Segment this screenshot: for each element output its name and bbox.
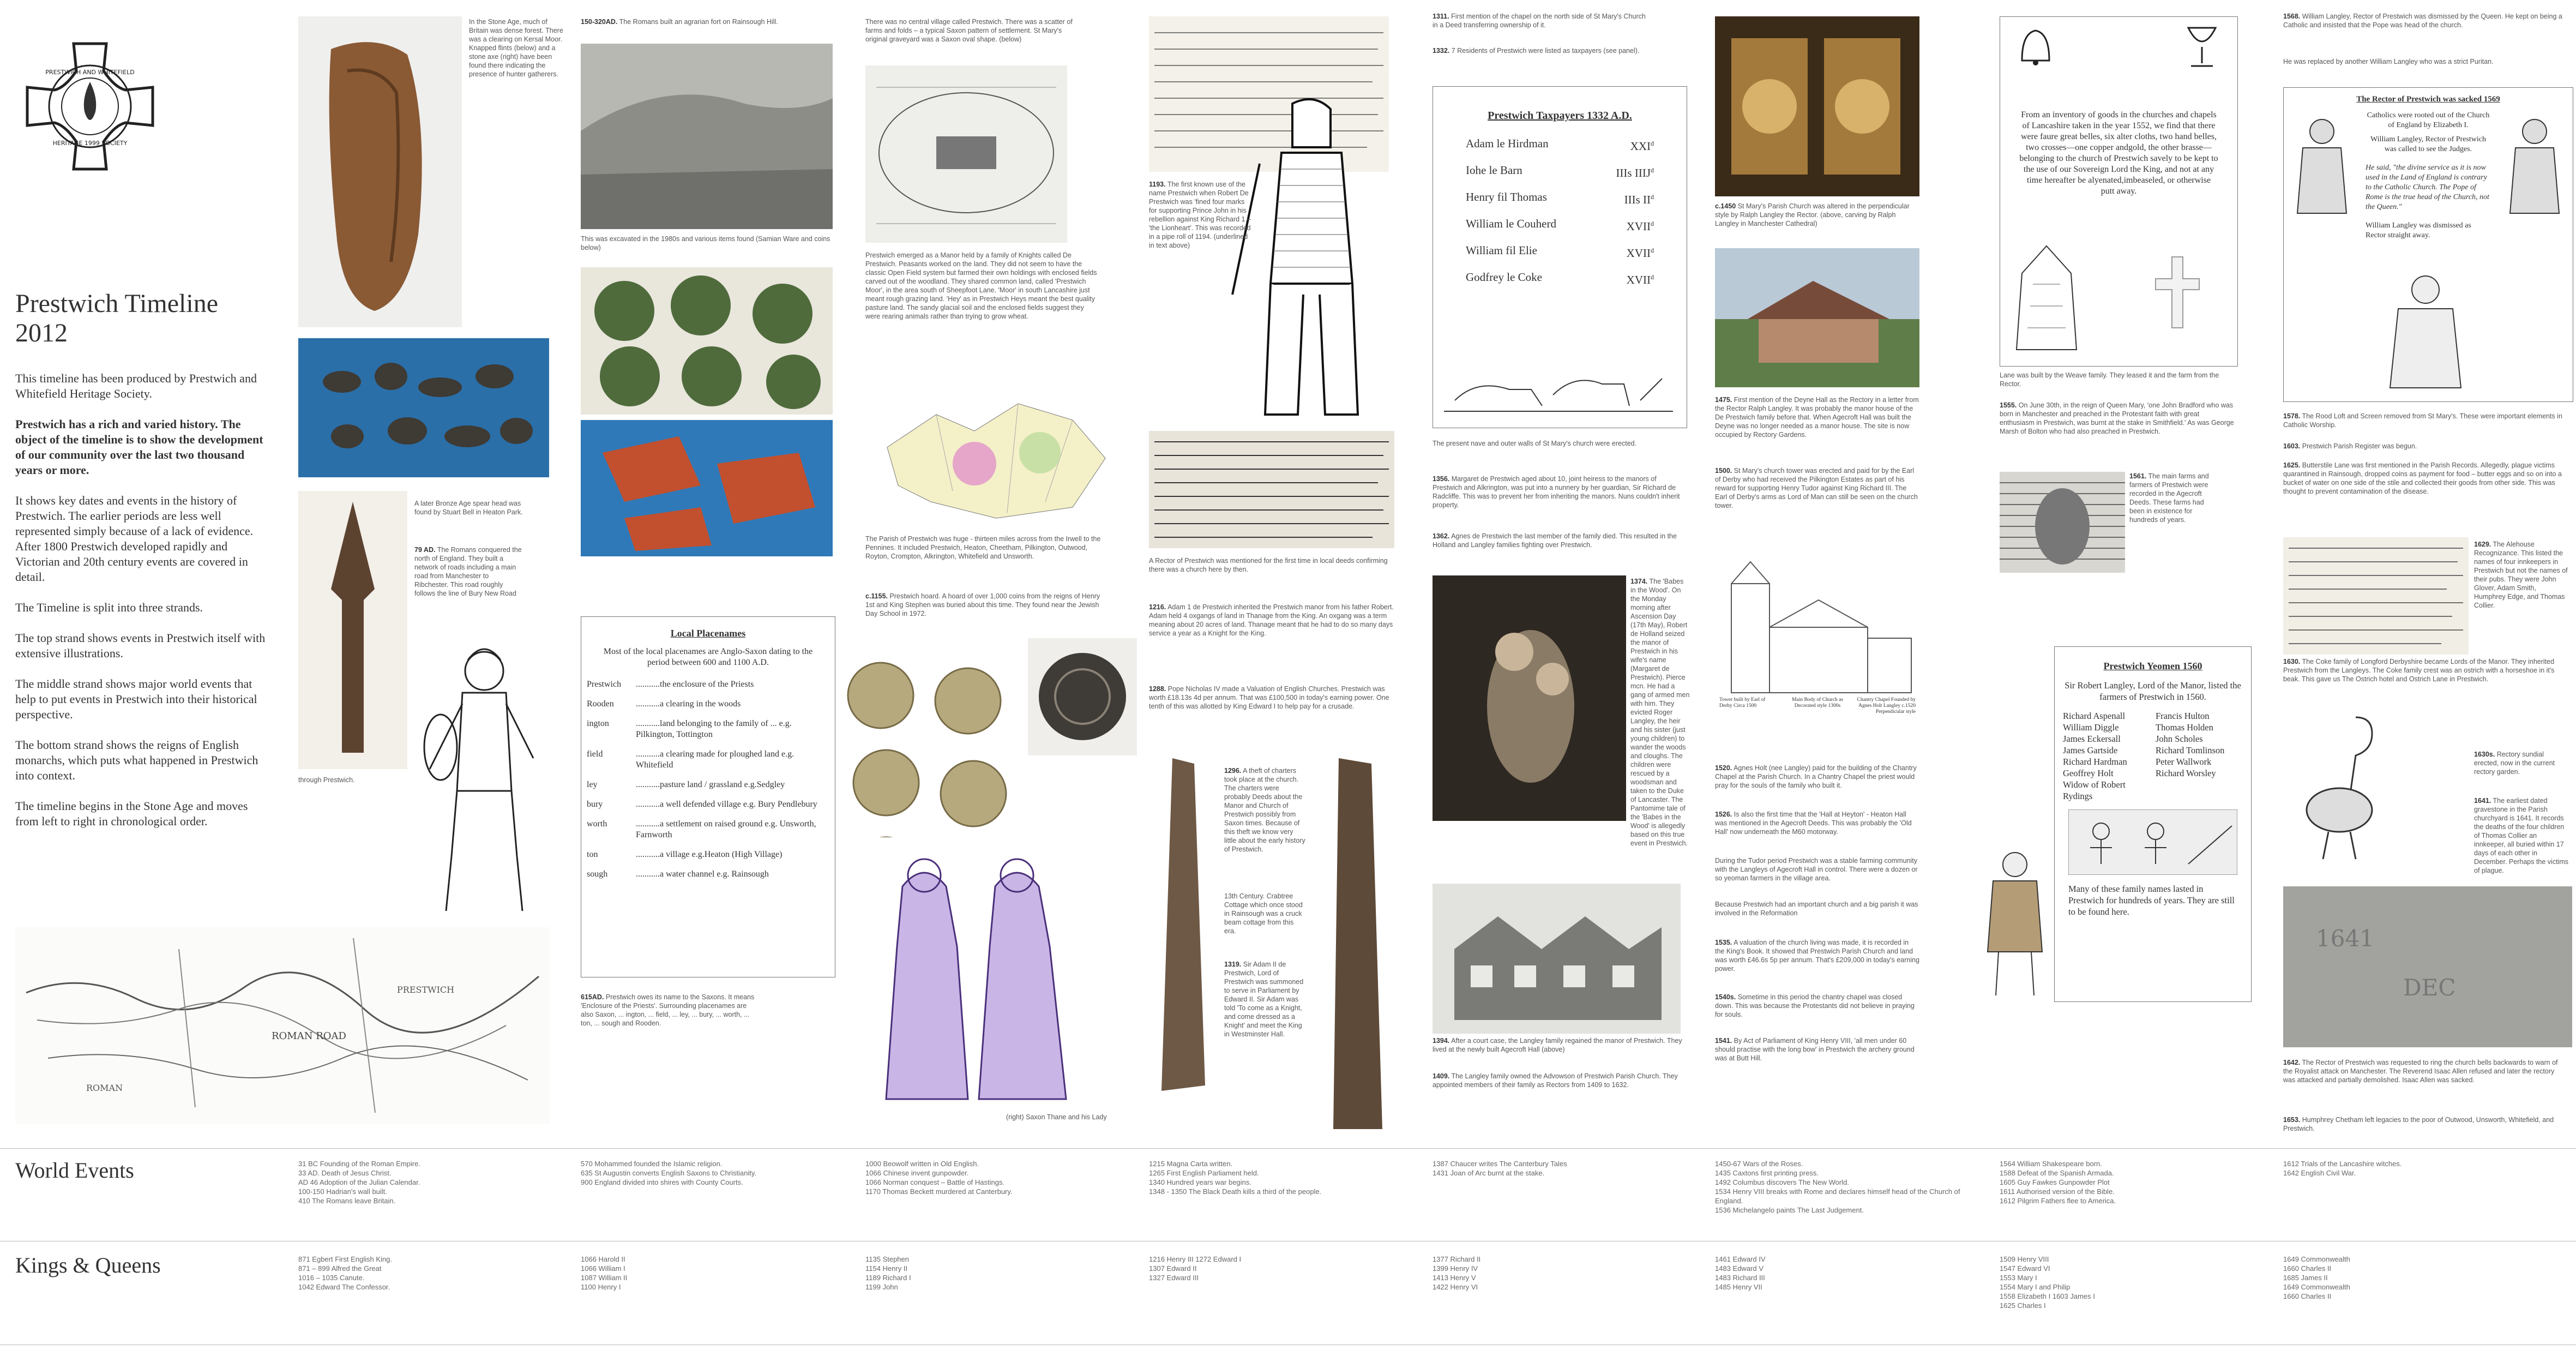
placename-name: field [587, 749, 603, 759]
placename-row [587, 799, 829, 810]
chalice-icon [2183, 22, 2221, 75]
excavated-text: This was excavated in the 1980s and various items found (Samian Ware and coins below) [581, 235, 830, 251]
monarch-column: 1461 Edward IV 1483 Edward V 1483 Richard III 1485 Henry VII [1715, 1255, 1766, 1291]
placenames-panel [581, 616, 835, 977]
roman-soldier-drawing [408, 627, 550, 922]
taxpayer-amount: XVII$^d$ [1626, 273, 1654, 286]
rector-sacked-para-4: William Langley was dismissed as Rector straight away. [2366, 221, 2471, 239]
k1319-text: 1319. Sir Adam II de Prestwich, Lord of Prestwich was summoned to serve in Parliament by Edward II. Sir Adam was told 'To come as a Knight, and come dressed as a Knight' and meet the King in Westminster Hall. [1224, 961, 1304, 1038]
intro-para-6: The timeline begins in the Stone Age and moves from left to right in chronological order. [15, 799, 248, 828]
monarch-column: 1135 Stephen 1154 Henry II 1189 Richard I 1199 John [865, 1255, 911, 1291]
taxpayer-name: Iohe le Barn [1466, 164, 1522, 177]
k1603-text: 1603. Prestwich Parish Register was begun. [2283, 442, 2417, 450]
placename-meaning: ...........the enclosure of the Priests [636, 680, 754, 689]
yeoman-name: James Eckersall [2063, 734, 2121, 744]
ad79-text: 79 AD. The Romans conquered the north of England. They built a network of roads including a main road from Manchester to Ribchester. This road roughly follows the line of Bury New Road [414, 546, 522, 597]
world-event-column: 1387 Chaucer writes The Canterbury Tales 1431 Joan of Arc burnt at the stake. [1433, 1160, 1567, 1177]
k1653-text: 1653. Humphrey Chetham left legacies to the poor of Outwood, Unsworth, Whitefield, and Prestwich. [2283, 1116, 2554, 1132]
saxon-thane-drawing [837, 837, 1099, 1121]
svg-text:HERITAGE 1999 SOCIETY: HERITAGE 1999 SOCIETY [52, 140, 128, 147]
cruck-beam-image-2 [1311, 747, 1399, 1140]
puritan-text: He was replaced by another William Langley who was a strict Puritan. [2283, 58, 2494, 65]
church-caption-chapel: Chantry Chapel Founded by Agnes Holt Langley c.1520 Perpendicular style [1857, 697, 1916, 715]
placename-meaning: ...........a village e.g.Heaton (High Village) [636, 850, 783, 859]
bell-icon [2017, 22, 2055, 69]
nave-text: The present nave and outer walls of St Mary's church were erected. [1433, 440, 1637, 447]
church-drawing [1715, 551, 1919, 758]
placename-name: ley [587, 780, 598, 789]
rainsough-hill-image [581, 44, 833, 229]
k1193-text: 1193. The first known use of the name Prestwich when Robert De Prestwich was 'fined four marks for supporting Prince John in his rebellion against King Richard 1 – 'the Lionheart'. This was recorded in a pipe roll of 1194. (underlined in text above) [1149, 181, 1251, 249]
placename-meaning: ...........a settlement on raised ground e.g. Unsworth, Farnworth [636, 819, 816, 839]
placename-row [587, 849, 829, 860]
yeomen-panel [2054, 646, 2252, 1002]
inventory-text: From an inventory of goods in the churches and chapels of Lancashire taken in the year 1552, we find that there were faure great belles, six alter cloths, two hand belles, two crosses—one copper andgold, the other brasse—belonging to the church of Prestwich savely to be kept to the use of our Sovereign Lord the King, and not at any time hereafter be alyenated,imbeaseled, or otherwise putt away. [2019, 110, 2218, 196]
taxpayer-row [1466, 243, 1654, 260]
placename-name: worth [587, 819, 607, 829]
placenames-subtitle: Most of the local placenames are Anglo-Saxon dating to the period between 600 and 1100 A.D. [603, 647, 813, 667]
parish-map-image [865, 382, 1122, 535]
placename-meaning: ...........a clearing made for ploughed land e.g. Whitefield [636, 749, 795, 770]
placename-row [587, 869, 829, 880]
k1535-text: 1535. A valuation of the church living was made, it is recorded in the King's Book. It showed that Prestwich Parish Church and land was worth £46.6s 5p per annum. That's £209,000 in today's earning power. [1715, 939, 1919, 973]
church-caption-nave: Main Body of Church as Decorated style 1300s [1792, 697, 1843, 709]
monarch-column: 871 Egbert First English King. 871 – 899 Alfred the Great 1016 – 1035 Canute. 1042 Edward The Confessor. [298, 1255, 392, 1291]
vestment-drawing [2011, 241, 2082, 358]
rector-sacked-quote: He said, "the divine service as it is now used in the Land of England is contrary to the Catholic Church. The Pope of Rome is the true head of the Church, not the Queen." [2366, 164, 2489, 211]
flints-image [298, 338, 549, 477]
k1311-text: 1311. First mention of the chapel on the north side of St Mary's Church in a Deed transferring ownership of it. [1433, 13, 1646, 29]
langley-carving-image [1715, 16, 1919, 196]
through-prestwich-text: through Prestwich. [298, 776, 355, 784]
rector-sacked-panel [2283, 87, 2573, 402]
ploughing-drawing [1444, 346, 1673, 417]
svg-text:DEC: DEC [2403, 974, 2456, 1001]
thane-caption: (right) Saxon Thane and his Lady [1006, 1113, 1107, 1121]
taxpayers-panel [1433, 86, 1687, 428]
graveyard-plan-image [865, 65, 1067, 243]
bronze-age-text: A later Bronze Age spear head was found by Stuart Bell in Heaton Park. [414, 500, 523, 516]
knight-drawing [1227, 87, 1391, 425]
taxpayer-name: Henry fil Thomas [1466, 190, 1547, 203]
k1409-text: 1409. The Langley family owned the Advowson of Prestwich Parish Church. They appointed members of their family as Rectors from 1409 to 1632. [1433, 1072, 1678, 1089]
taxpayer-amount: XVII$^d$ [1626, 220, 1654, 233]
page-title: Prestwich Timeline [15, 289, 219, 318]
yeomen-intro: Sir Robert Langley, Lord of the Manor, listed the farmers of Prestwich in 1560. [2065, 680, 2241, 702]
samian-ware-image [581, 420, 833, 556]
ad615-text: 615AD. Prestwich owes its name to the Saxons. It means 'Enclosure of the Priests'. Surrounding placenames are also Saxon, ... ington, ... field, ... ley, ... bury, ... worth, ... ton, ... sough and Rooden. [581, 993, 755, 1027]
k1642-text: 1642. The Rector of Prestwich was requested to ring the church bells backwards to warn of the Royalist attack on Manchester. The Reverend Isaac Allen refused and later the rectory was attacked and partially demolished. Isaac Allen was sacked. [2283, 1059, 2558, 1084]
rector-sacked-para-1: Catholics were rooted out of the Church of England by Elizabeth I. [2367, 111, 2490, 129]
yeoman-name: Richard Worsley [2156, 768, 2216, 778]
k1394-text: 1394. After a court case, the Langley family regained the manor of Prestwich. They lived at the newly built Agecroft Hall (above) [1433, 1037, 1682, 1053]
rector-text: A Rector of Prestwich was mentioned for the first time in local deeds confirming there was a church here by then. [1149, 557, 1388, 573]
rector-sacked-para-2: William Langley, Rector of Prestwich was called to see the Judges. [2370, 135, 2486, 153]
yeomen-footnote: Many of these family names lasted in Prestwich for hundreds of years. They are still to be found here. [2068, 884, 2235, 917]
k1362-text: 1362. Agnes de Prestwich the last member of the family died. This resulted in the Holland and Langley families fighting over Prestwich. [1433, 532, 1677, 549]
placenames-title: Local Placenames [670, 628, 746, 639]
k1555-text: 1555. On June 30th, in the reign of Queen Mary, 'one John Bradford who was born in Manchester and preached in the Protestant faith with great enthusiasm in Prestwich, was burnt at the stake in Smithfield.' As was George Marsh of Bolton who had also preached in Prestwich. [2000, 401, 2234, 435]
k1630-text: 1630. The Coke family of Longford Derbyshire became Lords of the Manor. They inherited Prestwich from the Langleys. The Coke family crest was an ostrich with a horseshoe in it's beak. This gave us The Ostrich hotel and Ostrich Lane in Prestwich. [2283, 658, 2555, 683]
monarch-column: 1066 Harold II 1066 William I 1087 William II 1100 Henry I [581, 1255, 628, 1291]
agecroft-hall-image [1433, 884, 1681, 1034]
monarch-column: 1649 Commonwealth 1660 Charles II 1685 James II 1649 Commonwealth 1660 Charles II [2283, 1255, 2350, 1300]
placename-name: ington [587, 719, 609, 728]
world-event-column: 1000 Beowolf written in Old English. 1066 Chinese invent gunpowder. 1066 Norman conquest – Battle of Hastings. 1170 Thomas Beckett murdered at Canterbury. [865, 1160, 1013, 1196]
church-caption-tower: Tower built by Earl of Derby Circa 1500 [1719, 697, 1766, 709]
k1356-text: 1356. Margaret de Prestwich aged about 10, joint heiress to the manors of Prestwich and Alkrington, was put into a nunnery by her guardian, Sir Richard de Radcliffe. This was to prevent her from inheriting the manors. Nuns couldn't inherit property. [1433, 475, 1680, 509]
world-event-column: 570 Mohammed founded the Islamic religion. 635 St Augustin converts English Saxons to Christianity. 900 England divided into shires with County Courts. [581, 1160, 757, 1186]
svg-text:ROMAN ROAD: ROMAN ROAD [272, 1030, 346, 1042]
k1540-text: 1540s. Sometime in this period the chantry chapel was closed down. This was because the Protestants did not believe in praying for souls. [1715, 993, 1915, 1018]
world-event-column: 1450-67 Wars of the Roses. 1435 Caxtons first printing press. 1492 Columbus discovers The New World. 1534 Henry VIII breaks with Rome and declares himself head of the Church of England. 1536 Michelangelo paints The Last Judgement. [1715, 1160, 1960, 1214]
placename-name: Rooden [587, 699, 614, 709]
rector-figure-drawing [2376, 268, 2475, 397]
placename-row [587, 819, 829, 841]
placename-row [587, 699, 829, 710]
bronze-spear-image [298, 491, 407, 769]
taxpayer-name: William fil Elie [1466, 244, 1537, 257]
c13-text: 13th Century. Crabtree Cottage which once stood in Rainsough was a cruck beam cottage from this era. [1224, 892, 1303, 935]
taxpayer-row [1466, 270, 1654, 287]
taxpayer-name: William le Couherd [1466, 217, 1556, 230]
intro-produced-by: This timeline has been produced by Prestwich and Whitefield Heritage Society. [15, 371, 257, 400]
babes-in-wood-image [1433, 575, 1626, 821]
taxpayer-row [1466, 136, 1654, 153]
k1630s-text: 1630s. Rectory sundial erected, now in the current rectory garden. [2474, 751, 2555, 776]
world-event-column: 1612 Trials of the Lancashire witches. 1642 English Civil War. [2283, 1160, 2402, 1177]
intro-para-3: The top strand shows events in Prestwich itself with extensive illustrations. [15, 631, 266, 660]
taxpayers-title: Prestwich Taxpayers 1332 A.D. [1488, 110, 1632, 122]
placename-row [587, 718, 829, 740]
placename-meaning: ...........pasture land / grassland e.g.Sedgley [636, 780, 785, 789]
k1288-text: 1288. Pope Nicholas IV made a Valuation of English Churches. Prestwich was worth £18.13s 4d per annum. That was £100,500 in today's earning power. One tenth of this was allotted by King Edward I to help pay for a crusade. [1149, 685, 1389, 710]
taxpayer-amount: IIIs $II^d$ [1624, 193, 1654, 206]
placename-name: bury [587, 800, 603, 809]
deyne-hall-image [1715, 248, 1919, 387]
k1641-text: 1641. The earliest dated gravestone in the Parish churchyard is 1641. It records the deaths of the four children of Thomas Collier an innkeeper, all buried within 17 days of each other in December. Perhaps the victims of plague. [2474, 797, 2568, 874]
k1568-text: 1568. William Langley, Rector of Prestwich was dismissed by the Queen. He kept on being a Catholic and insisted that the Pope was head of the church. [2283, 13, 2562, 29]
priest-drawing-left [2289, 110, 2355, 222]
k1374-text: 1374. The 'Babes in the Wood'. On the Monday morning after Ascension Day (17th May), Robert de Holland seized the manor of Prestwich in his wife's name (Margaret de Prestwich). Pierce mcn. He had a gang of armed men with him. They evicted Roger Langley, the heir and his sister (just young children) to wander the woods and cloughs. The children were rescued by a woodsman and taken to the Duke of Lancaster. The Pantomime tale of the 'Babes in the Wood' is allegedly based on this true event in Prestwich. [1630, 578, 1690, 847]
yeoman-name: Peter Wallwork [2156, 757, 2212, 767]
heritage-logo [22, 38, 158, 175]
bradford-engraving-image [2000, 472, 2125, 573]
k1526-text: 1526. Is also the first time that the 'Hall at Heyton' - Heaton Hall was mentioned in the Agecroft Deeds. This was probably the 'Old Hall' now underneath the M60 motorway. [1715, 811, 1912, 836]
manor-text: Prestwich emerged as a Manor held by a family of Knights called De Prestwich. Peasants worked on the land. They did not seem to have the classic Open Field system but farmed their own holdings with enclosed fields carved out of the woodland. They shared common land, called 'Prestwich Moor', in the area south of Sheepfoot Lane. 'Moor' in south Lancashire just meant rough grazing land. 'Hey' as in Prestwich Heys meant the best quality pasture land. The sandy glacial soil and the enclosed fields suggest they were rearing animals rather than trying to grow wheat. [865, 251, 1097, 320]
bc-text: 150-320AD. The Romans built an agrarian fort on Rainsough Hill. [581, 18, 778, 26]
yeoman-figure-drawing [1977, 843, 2053, 1001]
intro-para-1: It shows key dates and events in the history of Prestwich. The earlier periods are less well represented simply because of a lack of evidence. After 1800 Prestwich developed rapidly and Victorian and 20th century events are covered in detail. [15, 494, 254, 584]
k1578-text: 1578. The Rood Loft and Screen removed from St Mary's. These were important elements in Catholic Worship. [2283, 412, 2562, 429]
monarch-column: 1216 Henry III 1272 Edward I 1307 Edward II 1327 Edward III [1149, 1255, 1242, 1282]
yeoman-name: Richard Aspenall [2063, 711, 2126, 721]
placename-meaning: ...........a well defended village e.g. Bury Pendlebury [636, 800, 817, 809]
placename-name: sough [587, 869, 608, 879]
intro-para-5: The bottom strand shows the reigns of English monarchs, which puts what happened in Prestwich into context. [15, 738, 258, 782]
world-event-column: 1215 Magna Carta written. 1265 First English Parliament held. 1340 Hundred years war begins. 1348 - 1350 The Black Death kills a third of the people. [1149, 1160, 1322, 1196]
yeoman-name: Thomas Holden [2156, 722, 2213, 733]
yeomen-woodcut [2068, 809, 2237, 878]
placename-name: ton [587, 850, 598, 859]
world-strand-divider [0, 1148, 2576, 1149]
k1216-text: 1216. Adam 1 de Prestwich inherited the Prestwich manor from his father Robert. Adam held 4 oxgangs of land in Thanage from the King. An oxgang was a term meaning about 20 acres of land. Thanage meant that he had to do so many days service a year as a Knight for the King. [1149, 603, 1394, 637]
svg-text:PRESTWICH AND WHITEFIELD: PRESTWICH AND WHITEFIELD [45, 69, 135, 76]
intro-purpose: Prestwich has a rich and varied history. The object of the timeline is to show the development of our community over the last two thousand years or more. [15, 417, 263, 477]
reformation-text: Because Prestwich had an important church and a big parish it was involved in the Reformation [1715, 901, 1918, 917]
taxpayer-row [1466, 190, 1654, 207]
k1296-text: 1296. A theft of charters took place at the church. The charters were probably Deeds about the Manor and Church of Prestwich possibly from Saxon times. Because of this theft we know very little about the early history of Prestwich. [1224, 767, 1305, 853]
stone-age-text: In the Stone Age, much of Britain was dense forest. There was a clearing on Kersal Moor. Knapped flints (below) and a stone axe (right) have been found there indicating the presence of hunter gatherers. [469, 18, 563, 78]
intro-para-4: The middle strand shows major world events that help to put events in Prestwich into their historical perspective. [15, 677, 257, 721]
page-title-year: 2012 [15, 319, 68, 347]
k1475-text: 1475. First mention of the Deyne Hall as the Rectory in a letter from the Rector Ralph Langley. It was probably the manor house of the De Prestwich family before that. When Agecroft Hall was built the Deyne was no longer needed as a manor house. The site is now occupied by Rectory Gardens. [1715, 396, 1919, 439]
yeoman-name: Richard Hardman [2063, 757, 2127, 767]
parish-text: The Parish of Prestwich was huge - thirteen miles across from the Irwell to the Pennines. It included Prestwich, Heaton, Cheetham, Pilkington, Outwood, Royton, Crompton, Alkrington, Whitefield and Unsworth. [865, 535, 1101, 560]
lane-text: Lane was built by the Weave family. They leased it and the farm from the Rector. [2000, 371, 2219, 388]
yeomen-title: Prestwich Yeomen 1560 [2103, 661, 2202, 671]
taxpayer-amount: IIIs IIIJ$^d$ [1616, 166, 1654, 179]
placename-row [587, 779, 829, 790]
k1332-text: 1332. 7 Residents of Prestwich were listed as taxpayers (see panel). [1433, 47, 1640, 55]
world-event-column: 1564 William Shakespeare born. 1588 Defeat of the Spanish Armada. 1605 Guy Fawkes Gunpowder Plot 1611 Authorised version of the Bible. 1612 Pilgrim Fathers flee to America. [2000, 1160, 2116, 1205]
taxpayer-name: Godfrey le Coke [1466, 271, 1542, 284]
svg-text:ROMAN: ROMAN [86, 1083, 123, 1093]
placename-meaning: ...........a clearing in the woods [636, 699, 741, 709]
coin-closeup-image [1028, 638, 1137, 755]
no-village-text: There was no central village called Prestwich. There was a scatter of farms and folds – a typical Saxon pattern of settlement. St Mary's original graveyard was a Saxon oval shape. (below) [865, 18, 1073, 43]
monarch-column: 1377 Richard II 1399 Henry IV 1413 Henry V 1422 Henry VI [1433, 1255, 1481, 1291]
taxpayer-amount: XVII$^d$ [1626, 247, 1654, 260]
svg-text:PRESTWICH: PRESTWICH [397, 985, 455, 995]
tudor-text: During the Tudor period Prestwich was a stable farming community with the Langleys of Agecroft Hall in control. There were a dozen or so yeoman farmers in the village area. [1715, 857, 1918, 882]
inventory-panel [2000, 16, 2238, 367]
cross-icon [2153, 251, 2202, 337]
yeoman-name: Geoffrey Holt [2063, 768, 2114, 778]
placename-row [587, 679, 829, 690]
ostrich-crest-image [2290, 701, 2399, 865]
svg-text:1641: 1641 [2316, 925, 2374, 952]
yeoman-name: Richard Tomlinson [2156, 745, 2225, 755]
deeds-image [1149, 431, 1394, 548]
placename-meaning: ...........land belonging to the family of ... e.g. Pilkington, Tottington [636, 719, 792, 739]
k1629-text: 1629. The Alehouse Recognizance. This listed the names of four innkeepers in Prestwich but not the names of their pubs. They were John Glover, Adam Smith, Humphrey Edge, and Thomas Collier. [2474, 541, 2568, 609]
k1625-text: 1625. Butterstile Lane was first mentioned in the Parish Records. Allegedly, plague victims quarantined in Rainsough, dropped coins as payment for food – butter eggs and so on into a bucket of water on one side of the stile and collected their goods from other side. This was thought to prevent contamination of the disease. [2283, 461, 2562, 495]
yeoman-name: William Diggle [2063, 722, 2119, 733]
yeoman-name: Francis Hulton [2156, 711, 2210, 721]
placename-row [587, 749, 829, 771]
hoard-text: c.1155. Prestwich hoard. A hoard of over 1,000 coins from the reigns of Henry 1st and King Stephen was buried about this time. They found near the Jewish Day School in 1972. [865, 592, 1100, 617]
taxpayer-name: Adam le Hirdman [1466, 137, 1549, 150]
taxpayer-row [1466, 217, 1654, 233]
k1500-text: 1500. St Mary's church tower was erected and paid for by the Earl of Derby who had received the Pilkington Estates as part of his reward for supporting Henry Tudor against King Richard III. The Earl of Derby's arms as Lord of Man can still be seen on the church tower. [1715, 467, 1918, 509]
taxpayer-amount: XXI$^d$ [1630, 140, 1654, 153]
taxpayer-row [1466, 163, 1654, 180]
monarch-column: 1509 Henry VIII 1547 Edward VI 1553 Mary I 1554 Mary I and Philip 1558 Elizabeth I 1603 James I 1625 Charles I [2000, 1255, 2095, 1310]
k1561-text: 1561. The main farms and farmers of Prestwich were recorded in the Agecroft Deeds. These farms had been in existence for hundreds of years. [2129, 472, 2209, 524]
roman-coins-image [581, 267, 833, 415]
stone-axe-image [298, 16, 462, 327]
c1450-text: c.1450 St Mary's Parish Church was altered in the perpendicular style by Ralph Langley the Rector. (above, carving by Ralph Langley in Manchester Cathedral) [1715, 202, 1910, 227]
world-events-title: World Events [15, 1158, 134, 1183]
cruck-beam-image [1140, 747, 1221, 1096]
gravestone-image [2283, 886, 2572, 1047]
yeoman-name: James Gartside [2063, 745, 2118, 755]
placename-name: Prestwich [587, 680, 622, 689]
placename-meaning: ...........a water channel e.g. Rainsough [636, 869, 769, 879]
recognizance-image [2283, 537, 2469, 655]
priest-drawing-right [2502, 110, 2567, 222]
world-event-column: 31 BC Founding of the Roman Empire. 33 AD. Death of Jesus Christ. AD 46 Adoption of the Julian Calendar. 100-150 Hadrian's wall built. 410 The Romans leave Britain. [298, 1160, 421, 1205]
intro-para-2: The Timeline is split into three strands. [15, 601, 203, 614]
yeoman-name: John Scholes [2156, 734, 2203, 744]
rector-sacked-title: The Rector of Prestwich was sacked 1569 [2356, 95, 2500, 104]
k1520-text: 1520. Agnes Holt (nee Langley) paid for the building of the Chantry Chapel at the Parish Church. In a Chantry Chapel the priest would pray for the souls of the family who built it. [1715, 764, 1917, 789]
roman-road-map [15, 927, 550, 1124]
k1541-text: 1541. By Act of Parliament of King Henry VIII, 'all men under 60 should practise with the long bow' in Prestwich the archery ground was at Butt Hill. [1715, 1037, 1915, 1062]
yeoman-name: Widow of Robert Rydings [2063, 779, 2126, 801]
kings-queens-title: Kings & Queens [15, 1253, 161, 1277]
